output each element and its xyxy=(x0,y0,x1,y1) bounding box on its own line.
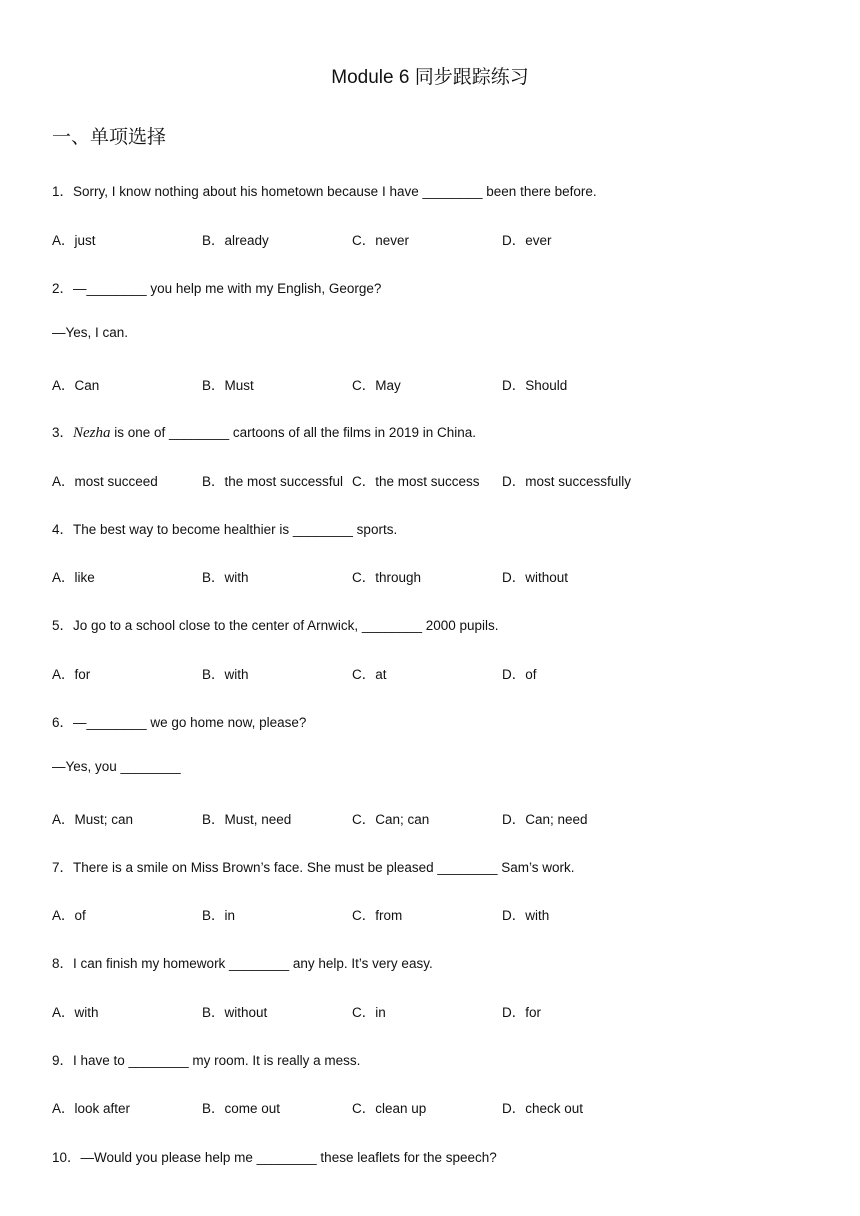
question-3 xyxy=(52,421,476,442)
question-9: 9．I have to ________ my room. It is really a mess. xyxy=(52,1053,361,1068)
option-b: B．with xyxy=(202,667,249,682)
option-c: C．clean up xyxy=(352,1101,427,1116)
question-2: 2．—________ you help me with my English, George? xyxy=(52,281,382,296)
question-3-text: is one of ________ cartoons of all the films in 2019 in China. xyxy=(110,425,476,440)
question-7: 7．There is a smile on Miss Brown’s face. She must be pleased ________ Sam’s work. xyxy=(52,860,575,875)
question-6: 6．—________ we go home now, please? xyxy=(52,715,307,730)
option-b: B．without xyxy=(202,1005,268,1020)
option-b: B．with xyxy=(202,570,249,585)
option-c: C．through xyxy=(352,570,422,585)
question-5: 5．Jo go to a school close to the center of Arnwick, ________ 2000 pupils. xyxy=(52,618,499,633)
option-c: C．never xyxy=(352,233,410,248)
option-b: B．Must, need xyxy=(202,812,292,827)
option-b: B．Must xyxy=(202,378,254,393)
options-2 xyxy=(52,374,812,394)
options-9 xyxy=(52,1097,812,1117)
option-b: B．come out xyxy=(202,1101,281,1116)
option-c: C．Can; can xyxy=(352,812,430,827)
option-d: D．with xyxy=(502,908,550,923)
question-8: 8．I can finish my homework ________ any help. It’s very easy. xyxy=(52,956,433,971)
option-a: A．like xyxy=(52,570,95,585)
option-a: A．for xyxy=(52,667,91,682)
question-4: 4．The best way to become healthier is ________ sports. xyxy=(52,522,398,537)
option-a: A．of xyxy=(52,908,86,923)
question-10: 10．—Would you please help me ________ these leaflets for the speech? xyxy=(52,1150,497,1165)
option-a: A．with xyxy=(52,1005,99,1020)
question-3-number: 3． xyxy=(52,425,74,440)
option-a: A．just xyxy=(52,233,96,248)
option-c: C．May xyxy=(352,378,401,393)
question-6-reply: —Yes, you ________ xyxy=(52,759,181,774)
option-c: C．at xyxy=(352,667,387,682)
options-7 xyxy=(52,904,812,924)
question-2-reply: —Yes, I can. xyxy=(52,325,129,340)
film-title: Nezha xyxy=(73,425,111,441)
option-a: A．Must; can xyxy=(52,812,134,827)
option-d: D．Can; need xyxy=(502,812,588,827)
options-4 xyxy=(52,566,812,586)
options-5 xyxy=(52,663,812,683)
option-a: A．look after xyxy=(52,1101,131,1116)
section-heading: 一、单项选择 xyxy=(52,126,167,148)
option-c: C．from xyxy=(352,908,403,923)
option-c: C．in xyxy=(352,1005,386,1020)
option-d: D．without xyxy=(502,570,569,585)
option-a: A．Can xyxy=(52,378,100,393)
page-title: Module 6 同步跟踪练习 xyxy=(331,67,529,88)
option-d: D．most successfully xyxy=(502,474,632,489)
option-b: B．in xyxy=(202,908,236,923)
option-d: D．Should xyxy=(502,378,568,393)
options-3 xyxy=(52,470,812,490)
option-d: D．of xyxy=(502,667,537,682)
question-1: 1．Sorry, I know nothing about his hometown because I have ________ been there before. xyxy=(52,184,597,199)
options-6 xyxy=(52,808,812,828)
option-d: D．ever xyxy=(502,233,552,248)
option-a: A．most succeed xyxy=(52,474,158,489)
option-b: B．the most successful xyxy=(202,474,344,489)
option-c: C．the most success xyxy=(352,474,480,489)
option-b: B．already xyxy=(202,233,269,248)
option-d: D．for xyxy=(502,1005,542,1020)
option-d: D．check out xyxy=(502,1101,584,1116)
options-1 xyxy=(52,229,812,249)
options-8 xyxy=(52,1001,812,1021)
